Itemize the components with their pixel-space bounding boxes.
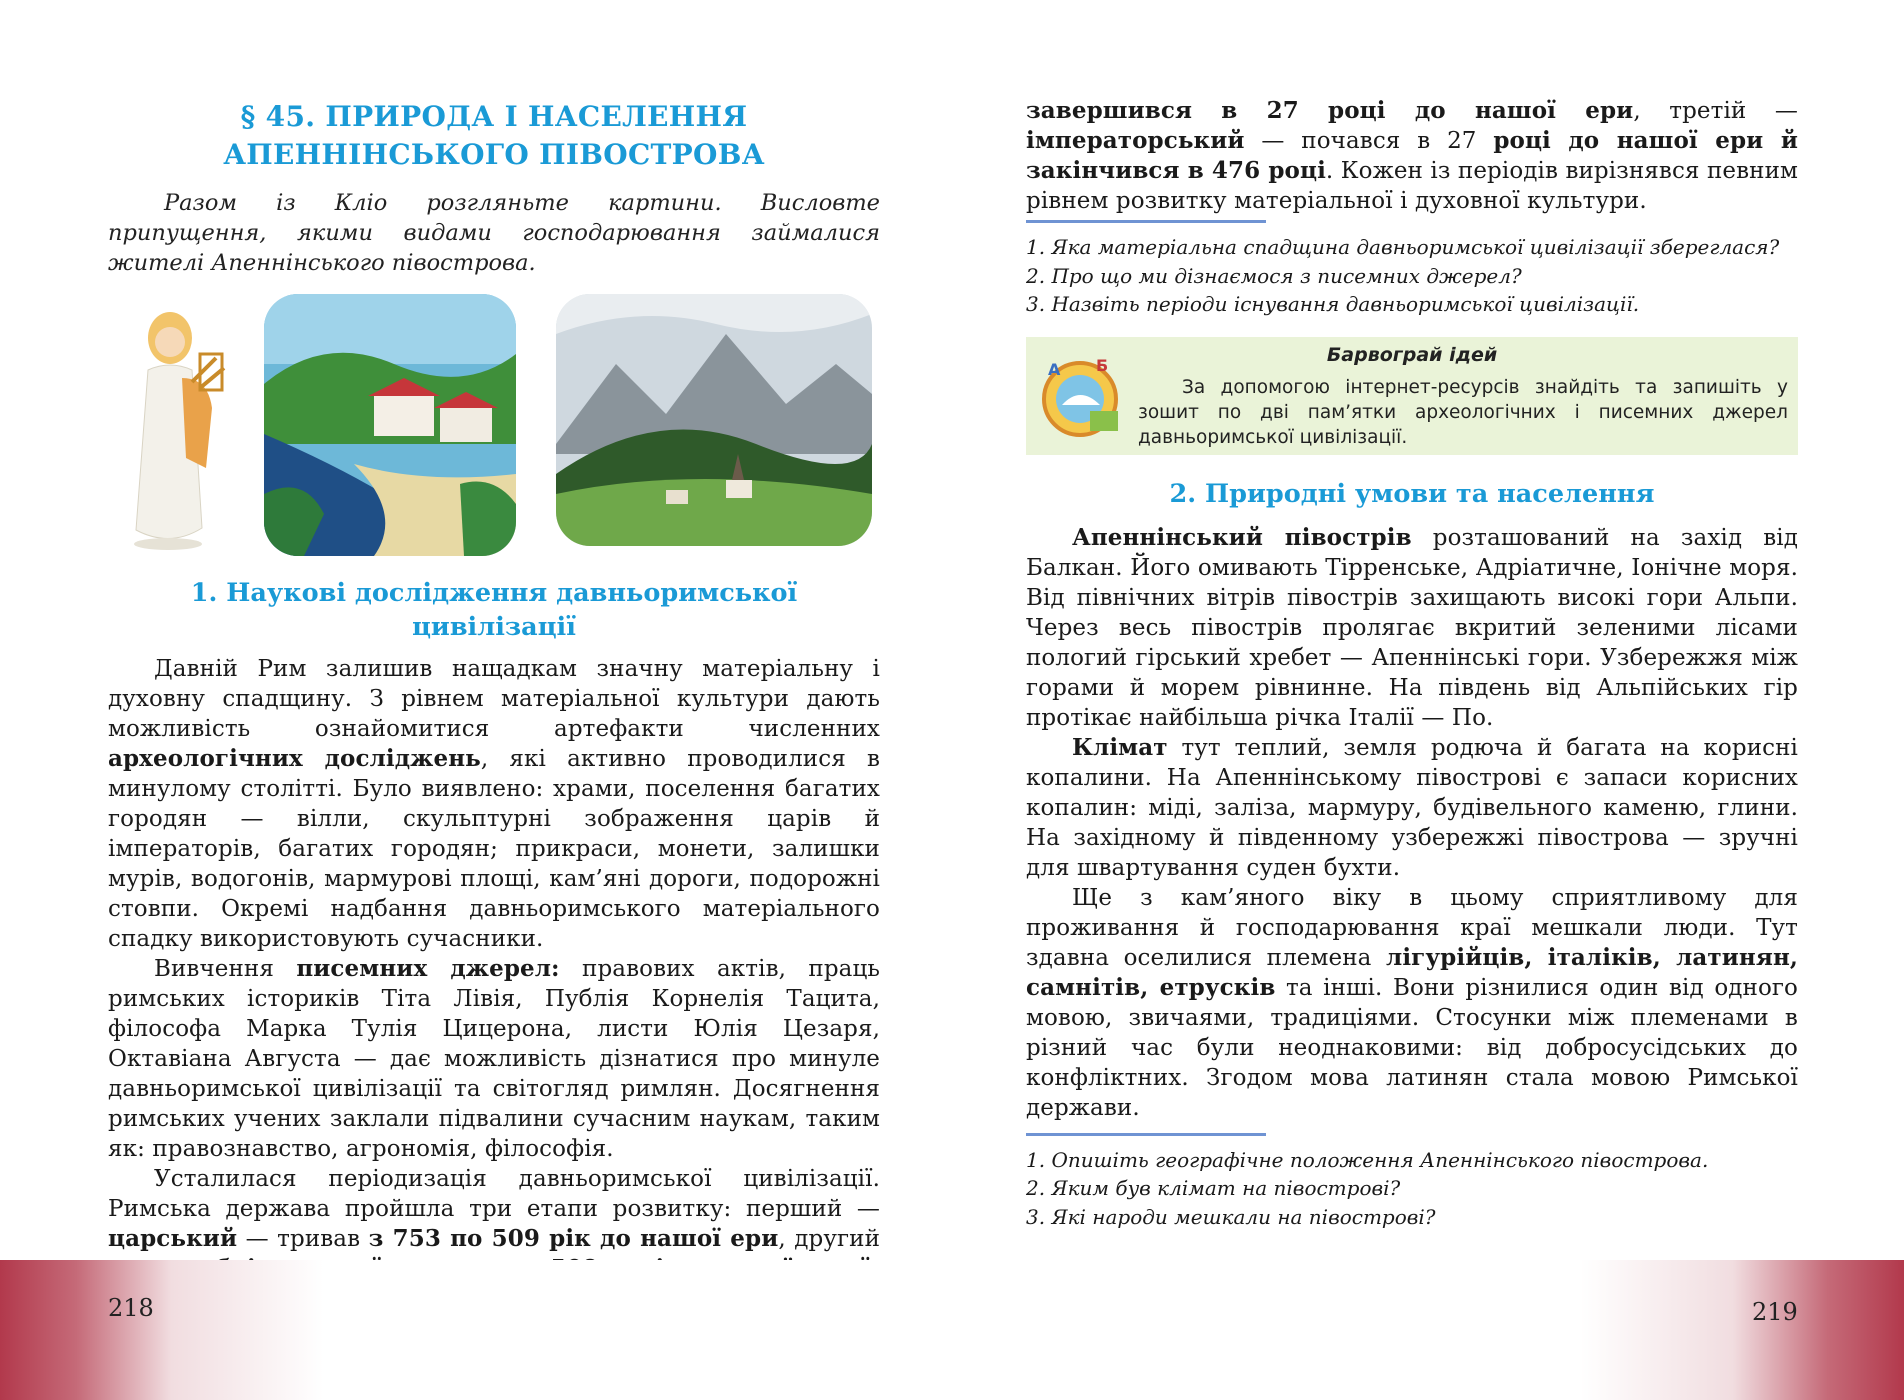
section1-body [108, 654, 880, 1284]
question-item: 3. Назвіть періоди існування давньоримської цивілізації. [1026, 292, 1640, 316]
continued-paragraph [1026, 96, 1798, 216]
page-footer-band-left [0, 1260, 952, 1400]
section1-paragraph2 [108, 954, 880, 1164]
text-run: . Кожен із періодів вирізнявся певним рівнем розвитку матеріальної і духовної культури. [1026, 158, 1798, 214]
text-run: — тривав [237, 1226, 369, 1252]
question-item: 1. Опишіть географічне положення Апеннінського півострова. [1026, 1147, 1709, 1172]
ideas-box-text: За допомогою інтернет-ресурсів знайдіть та запишіть у зошит по дві пам’ятки археологічних і писемних джерел давньоримської цивілізації. [1138, 376, 1788, 448]
question-item: 1. Яка матеріальна спадщина давньоримської цивілізації збереглася? [1026, 235, 1780, 259]
questions-divider-2 [1026, 1133, 1266, 1136]
questions-list-1 [1026, 233, 1798, 319]
chapter-title-line2: АПЕННІНСЬКОГО ПІВОСТРОВА [223, 138, 765, 171]
illustrations-row [108, 294, 880, 556]
bold-term: році до нашої ери й закінчився в 476 році [1026, 127, 1798, 184]
section2-paragraph1 [1026, 523, 1798, 733]
page-footer-band-right [952, 1260, 1904, 1400]
section2-paragraph2 [1026, 733, 1798, 883]
intro-paragraph: Разом із Кліо розгляньте картини. Висловте припущення, якими видами господарювання займалися жителі Апеннінського півострова. [108, 190, 880, 276]
bold-term: з 753 по 509 рік до нашої ери [368, 1225, 779, 1252]
coastal-village-painting [264, 294, 516, 556]
text-run: та інші. Вони різнилися один від одного мовою, звичаями, традиціями. Стосунки між племенами в різний час були неоднаковими: від добросусідських до конфліктних. Згодом мова латинян стала мовою Римської держави. [1026, 974, 1799, 1121]
bold-term: Апеннінський півострів [1072, 523, 1412, 551]
question-item: 3. Які народи мешкали на півострові? [1026, 1204, 1436, 1229]
page-number-left: 218 [108, 1294, 154, 1322]
chapter-title [108, 98, 880, 174]
section2-body [1026, 523, 1798, 1123]
page-number-right: 219 [1752, 1298, 1798, 1326]
section1-title: 1. Наукові дослідження давньоримської цивілізації [190, 578, 798, 642]
right-page [952, 0, 1904, 1400]
section2-title: 2. Природні умови та населення [1169, 478, 1655, 509]
section2-paragraph3 [1026, 883, 1798, 1123]
questions-list-2 [1026, 1146, 1798, 1232]
svg-text:A: A [1048, 359, 1061, 379]
bold-term: царський [108, 1225, 238, 1252]
questions-divider-1 [1026, 220, 1266, 223]
text-run: правових актів, праць римських істориків Тіта Лівія, Публія Корнелія Тацита, філософа Марка Тулія Цицерона, листи Юлія Цезаря, Октавіана Августа — дає можливість дізнатися про минуле давньоримської цивілізації та світогляд римлян. Досягнення римських учених заклали підвалини сучасним наукам, таким як: правознавство, агрономія, філософія. [108, 956, 880, 1162]
bold-term: лігурійців, італіків, латинян, самнітів, етрусків [1026, 943, 1798, 1001]
section1-paragraph1 [108, 654, 880, 954]
text-run: Вивчення [154, 956, 297, 982]
text-run: — почався в 27 [1244, 128, 1494, 154]
svg-text:Б: Б [1096, 355, 1109, 375]
clio-muse-illustration [112, 298, 232, 554]
text-run: , які активно проводилися в минулому столітті. Було виявлено: храми, поселення багатих городян — вілли, скульптурні зображення царів й імператорів, багатих городян; прикраси, монети, залишки мурів, водогонів, мармурові площі, кам’яні дороги, подорожні стовпи. Окремі надбання давньоримського матеріального спадку використовують сучасники. [108, 746, 880, 952]
ideas-box [1026, 337, 1798, 455]
text-run: Давній Рим залишив нащадкам значну матеріальну і духовну спадщину. З рівнем матеріальної культури дають можливість ознайомитися артефакти численних [108, 656, 880, 742]
bold-term: писемних джерел: [296, 955, 560, 982]
bold-term: археологічних досліджень [108, 745, 481, 772]
text-run: Усталилася періодизація давньоримської цивілізації. Римська держава пройшла три етапи розвитку: перший — [108, 1166, 880, 1222]
chapter-title-line1: § 45. ПРИРОДА І НАСЕЛЕННЯ [240, 100, 748, 133]
ideas-box-title: Барвограй ідей [1326, 343, 1498, 366]
bold-term: Клімат [1072, 733, 1168, 761]
left-column [108, 98, 880, 1284]
question-item: 2. Про що ми дізнаємося з писемних джерел? [1026, 263, 1522, 288]
alpine-valley-photo [556, 294, 872, 546]
bold-term: імператорський [1026, 127, 1245, 154]
text-run: , третій — [1633, 98, 1799, 124]
question-item: 2. Яким був клімат на півострові? [1026, 1176, 1401, 1200]
right-column [1026, 96, 1798, 1231]
text-run: , другий [778, 1226, 880, 1252]
text-run: тут теплий, земля родюча й багата на корисні копалини. На Апеннінському півострові є запаси корисних копалин: міді, заліза, мармуру, будівельного каменю, глини. На західному й південному узбережжі півострова — зручні для швартування суден бухти. [1026, 734, 1798, 881]
text-run: Ще з кам’яного віку в цьому сприятливому для проживання й господарювання краї мешкали люди. Тут здавна оселилися племена [1026, 884, 1798, 971]
bold-term: завершився в 27 році до нашої ери [1026, 97, 1634, 124]
text-run: розташований на захід від Балкан. Його омивають Тірренське, Адріатичне, Іонічне моря. Від північних вітрів півострів захищають високі гори Альпи. Через весь півострів пролягає вкритий зеленими лісами пологий гірський хребет — Апеннінські гори. Узбережжя між горами й морем рівнинне. На південь від Альпійських гір протікає найбільша річка Італії — По. [1026, 524, 1798, 731]
